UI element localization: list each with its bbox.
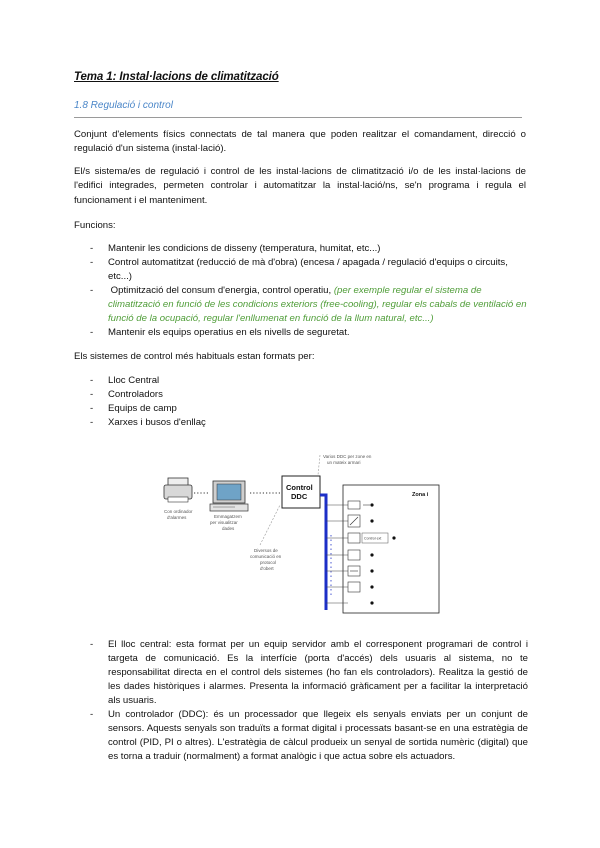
list-item: - El lloc central: esta format per un equip servidor amb el corresponent programari de control i targeta de comunicació. Es la interfície (porta d'accés) dels usuaris al sistema, no te responsabilitat directa en el control dels sistemes (ho fan els controladors). Realitza la gestió de les dades històriques i alarmes. Presenta la informació gràficament per a facilitar la interpretació als usuaris.	[90, 638, 528, 708]
comm-leader	[260, 505, 280, 545]
device-node	[370, 585, 373, 588]
sensor-icon	[348, 501, 360, 509]
control-system-diagram	[150, 445, 450, 620]
printer-label-2: d'alarmes	[167, 515, 187, 520]
control-box-label: Control ext	[364, 536, 382, 541]
comm-note-4: d'obert	[260, 566, 274, 571]
list-item: - Un controlador (DDC): és un processador que llegeix els senyals enviats per un conjunt de sensors. Aquests senyals son traduïts a format digital i processats basant-se en una estratègia de control (PID, PI o altres). L'estratègia de càlcul produeix un senyal de sortida numèric (digital) que es torna a traduir (normalment) a format analògic i que actua sobre els actuadors.	[90, 708, 528, 764]
detector-icon	[348, 550, 360, 560]
diagram-note-top-2: un mateix armari	[327, 460, 361, 465]
zone-label: Zona i	[412, 492, 429, 498]
device-node	[370, 553, 373, 556]
computer-icon	[210, 481, 248, 511]
components-description-list	[90, 638, 528, 764]
section-subtitle: 1.8 Regulació i control	[74, 100, 173, 111]
printer-icon	[164, 478, 192, 502]
computer-label-1: Emmagatzem	[214, 514, 242, 519]
meter-icon	[348, 582, 360, 592]
list-item-text: Optimització del consum d'energia, control operatiu,	[110, 285, 332, 296]
list-item: - Mantenir els equips operatius en els nivells de seguretat.	[90, 326, 528, 340]
funcions-list	[90, 242, 528, 340]
device-node	[370, 601, 373, 604]
note-leader	[318, 455, 320, 475]
device-node	[370, 503, 373, 506]
ddc-title-word-2: DDC	[291, 492, 308, 501]
valve-icon	[348, 533, 360, 543]
device-node	[392, 536, 395, 539]
comm-note-3: protocol	[260, 560, 277, 565]
comm-note-1: Diversos de	[254, 548, 278, 553]
sistemes-label: Els sistemes de control més habituals estan formats per:	[74, 351, 315, 362]
printer-label-1: Con ordinador	[164, 509, 193, 514]
computer-label-2: per visualitzar	[210, 520, 238, 525]
example-note: (per exemple regular el sistema de climatització en funció de les condicions exteriors (free-cooling), regular els cabals de ventilació en funció de la ocupació, regular l'enllumenat en funció de la llum natural, etc...)	[108, 285, 527, 324]
list-item: - Mantenir les condicions de disseny (temperatura, humitat, etc...)	[90, 242, 528, 256]
funcions-label: Funcions:	[74, 220, 116, 231]
list-item	[90, 256, 528, 284]
page-title: Tema 1: Instal·lacions de climatització	[74, 71, 279, 83]
list-item: - Xarxes i busos d'enllaç	[90, 416, 528, 430]
comm-note-2: comunicació en	[250, 554, 282, 559]
list-item-text: Control automatitzat (reducció de mà d'obra) (encesa / apagada / regulació d'equips o circuits, etc...)	[108, 257, 508, 282]
device-node	[370, 519, 373, 522]
device-node	[370, 569, 373, 572]
divider	[74, 117, 522, 118]
diagram-note-top-1: Varios DDC per zone en	[323, 454, 372, 459]
list-item: - Controladors	[90, 388, 528, 402]
list-item	[90, 284, 528, 326]
list-item: - Equips de camp	[90, 402, 528, 416]
description-paragraph: El/s sistema/es de regulació i control de les instal·lacions de climatització i/o de les instal·lacions de l'edifici integrades, permeten controlar i automatitzar la instal·lació/ns, se'n programa i regula el funcionament i el manteniment.	[74, 166, 526, 206]
computer-label-3: dades	[222, 526, 235, 531]
list-item: - Lloc Central	[90, 374, 528, 388]
intro-paragraph: Conjunt d'elements físics connectats de tal manera que poden realitzar el comandament, direcció o regulació d'un sistema (instal·lació).	[74, 129, 526, 155]
bus-line	[320, 495, 326, 610]
sistemes-list	[90, 374, 528, 430]
ddc-title-word-1: Control	[286, 483, 313, 492]
